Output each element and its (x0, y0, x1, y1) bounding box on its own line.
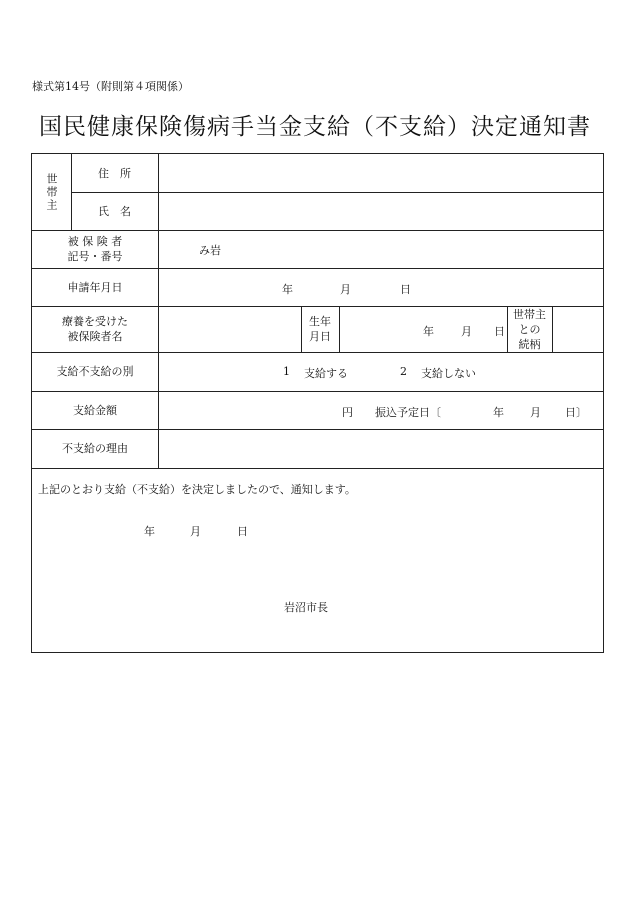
birth-year-unit: 年 (423, 325, 434, 338)
non-payment-reason-label: 不支給の理由 (62, 442, 128, 455)
row-divider (32, 468, 604, 469)
relation-label-line3: 続柄 (518, 337, 541, 351)
name-field[interactable] (159, 193, 603, 229)
insured-label-line2: 記号・番号 (67, 250, 123, 263)
transfer-date-label: 振込予定日〔 (375, 406, 441, 419)
yen-unit: 円 (342, 406, 353, 419)
birth-day-unit: 日 (494, 325, 505, 338)
patient-name-field[interactable] (159, 307, 300, 351)
application-day-unit: 日 (400, 283, 411, 296)
patient-label-line1: 療養を受けた (62, 315, 128, 328)
payment-amount-label: 支給金額 (73, 403, 117, 417)
non-payment-reason-field[interactable] (159, 430, 603, 467)
patient-label-line2: 被保険者名 (67, 330, 123, 343)
birth-month-unit: 月 (461, 325, 472, 338)
notice-text: 上記のとおり支給（不支給）を決定しましたので、通知します。 (38, 483, 356, 496)
payment-decision-label: 支給不支給の別 (56, 365, 134, 378)
insured-label-line1: 被 保 険 者 (67, 235, 123, 248)
relation-label-line1: 世帯主 (513, 307, 546, 321)
householder-group-label: 世帯主 (45, 172, 58, 212)
transfer-day-unit: 日〕 (565, 406, 587, 419)
transfer-month-unit: 月 (530, 406, 541, 419)
option1-number: 1 (283, 365, 290, 378)
relation-label-line2: との (518, 322, 541, 336)
address-label: 住 所 (98, 166, 131, 180)
birthdate-label-line1: 生年 (309, 315, 331, 328)
insured-number-label (32, 230, 158, 268)
relation-label (507, 306, 552, 352)
form-code: 様式第14号（附則第４項関係） (32, 80, 189, 93)
column-divider (339, 306, 340, 352)
notice-month-unit: 月 (190, 525, 201, 538)
address-field[interactable] (159, 155, 603, 191)
birthdate-label (301, 306, 339, 352)
insured-number-field[interactable]: み岩 (199, 244, 221, 257)
document-title: 国民健康保険傷病手当金支給（不支給）決定通知書 (39, 114, 591, 140)
name-label: 氏 名 (98, 204, 131, 218)
notice-day-unit: 日 (237, 525, 248, 538)
application-year-unit: 年 (282, 283, 293, 296)
patient-name-label (32, 306, 158, 352)
relation-field[interactable] (553, 307, 603, 351)
notice-form-table (31, 153, 604, 653)
application-date-label: 申請年月日 (67, 280, 123, 294)
transfer-year-unit: 年 (493, 406, 504, 419)
issuer-name: 岩沼市長 (284, 601, 328, 614)
option2-number: 2 (400, 365, 407, 378)
option-no-pay[interactable]: 支給しない (421, 367, 476, 380)
option-pay[interactable]: 支給する (304, 367, 348, 380)
notice-year-unit: 年 (144, 525, 155, 538)
birthdate-label-line2: 月日 (309, 330, 331, 343)
application-month-unit: 月 (340, 283, 351, 296)
